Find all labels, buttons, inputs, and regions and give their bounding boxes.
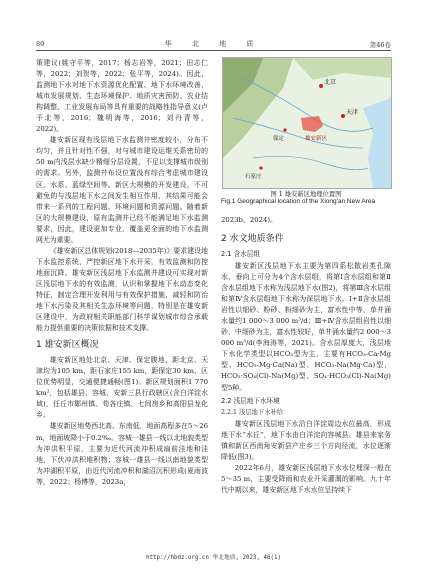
paragraph: 雄安新区浅层地下水主要为第四系松散岩类孔隙水，垂向上可分为4个含水层组，将第Ⅰ含水层组和第Ⅱ含水层组地下水称为浅层地下水(图2)，将第Ⅲ含水层组和第Ⅳ含水层组地下水称为深层地下水。Ⅰ+Ⅱ含水层组岩性以细砂、粉砂、粉细砂为主，富水性中等，单井涌水量约1 000～3 000 m³/d；Ⅲ+Ⅳ含水层组岩性以细砂、中细砂为主，富水性较好，单井涌水量约2 000～3 000 m³/d(李海涛等，2021)。含水层厚度大，浅层地下水化学类型以HCO₃型为主，主要有HCO₃-Ca·Mg型、HCO₃-Mg·Ca(Na)型、HCO₃-Na(Mg·Ca)型、HCO₃·SO₄(Cl)-Na(Mg)型、SO₄·HCO₃(Cl)-Na(Mg)型5种。	[221, 262, 391, 392]
paragraph: 策建议(姚守平等，2017；杨志岩等，2021；田志仁等，2022；刘贺等，2022；张平等，2024)。因此，监测地下水对地下水资源优化配置、地下水环境改善、城市发展规划、生态环境保护、地质灾害预防、农业结构调整、工业发展布局等具有重要的战略性指导意义(卢予北等，2016；魏明海等，2016；刘丹青等，2022)。	[36, 59, 208, 134]
volume-label: 第46卷	[369, 41, 391, 49]
paragraph: 雄安新区现有浅层地下水监测井密度较小，分布不均匀，并且针对性不强，对与城市建设运维关系密切的50 m内浅层水缺少精细分层设置，不足以支撑城市级别的需求。另外，监测井布设位置没有综合考虑城市建设区、水系、蓝绿空间等。新区大规模的开发建设，不可避免的与浅层地下水之间发生相互作用，其结果可能会带来一系列的工程问题、环境问题和资源问题。随着新区的大规模建设，原有监测井已经不能满足地下水监测要求，因此，建设更加专业、覆盖更全面的地下水监测网尤为重要。	[36, 136, 208, 244]
paragraph: 雄安新区浅层地下水沿白洋淀周边水位最高，形成地下水“水丘”，地下水由白洋淀向容城县、雄县来家务镇和新区西南角安新县产庄乡三个方向径流，水位逐渐降低(图3)。	[221, 419, 391, 461]
paragraph: 雄安新区地势西北高、东南低，地面高程多在5～26 m，地面坡降小于0.2‰。容城一雄县一线以北地貌类型为冲洪积平原，主要为近代河流冲积成扇前洼地和洼地，下伏冲洪积堆积物；容城一雄县一线以南地貌类型为冲湖积平原，由近代河流冲积和湖沼沉积形成(夏雨波等，2022；杨博等，2023a，	[36, 422, 208, 486]
map-label-baoding: 保定	[273, 136, 285, 142]
section-heading: 2 水文地质条件	[221, 234, 284, 244]
subsection-heading: 2.1 含水层组	[221, 250, 260, 258]
figure-caption-en: Fig.1 Geographical location of the Xiong'an New Area	[221, 198, 376, 205]
subsubsection-heading: 2.2.1 浅层地下水补给	[221, 408, 284, 416]
map-label-beijing: 北京	[324, 79, 337, 86]
header-rule	[36, 50, 391, 51]
paragraph: 2022年6月，雄安新区浅层地下水水位埋深一般在5～35 m，主要受降雨和农业开采灌溉的影响。九十年代中期以来，雄安新区地下水水位呈持续下	[221, 463, 391, 494]
paragraph-continuation: 2023b，2024)。	[221, 216, 277, 224]
journal-title: 华 北 地 质	[164, 40, 263, 48]
map-label-tianjin: 天津	[346, 109, 359, 116]
location-map-figure	[222, 57, 392, 189]
city-marker-baoding	[283, 128, 286, 131]
city-marker-tianjin	[341, 114, 345, 118]
city-marker-beijing	[319, 84, 323, 88]
page-number: 80	[36, 40, 45, 48]
figure-caption-cn: 图 1 雄安新区地理位置图	[270, 191, 342, 198]
paragraph: 《雄安新区总体规划(2018—2035年)》要求建设地下水监控系统，严控新区地下水开采，有效监测和防控地面沉降。雄安新区浅层地下水监测井建设可实现对新区浅层地下水的有效监测，认识和掌握地下水动态变化特征，制定合理开发利用与有效保护措施，减轻和防治地下水污染及其相关生态环境等问题，特别是在雄安新区建设中，为政府相关职能部门科学谋划城市综合承载能力提供重要的决策依据和技术支撑。	[36, 246, 208, 333]
subsection-heading: 2.2 浅层地下水环境	[221, 396, 280, 405]
location-map	[223, 58, 391, 188]
left-column	[36, 58, 208, 488]
paragraph: 雄安新区地处北京、天津、保定腹地，距北京、天津均为105 km，距石家庄155 km，距保定30 km，区位优势明显，交通便捷通畅(图1)。新区规划面积1 770 km²，包括雄县、容城、安新三县行政辖区(含白洋淀水域)，任丘市鄚州镇、苟各庄镇、七间房乡和高阳县龙化乡。	[36, 356, 208, 420]
right-column	[221, 228, 391, 496]
map-label-xiongan: 雄安新区	[305, 136, 328, 142]
page-footer: http://hbdz.org.cn 华北地质, 2023, 46(1)	[146, 555, 281, 561]
section-heading: 1 雄安新区概况	[36, 340, 99, 351]
map-label-shijiazhuang: 石家庄	[245, 174, 262, 180]
city-marker-shijiazhuang	[259, 166, 262, 169]
